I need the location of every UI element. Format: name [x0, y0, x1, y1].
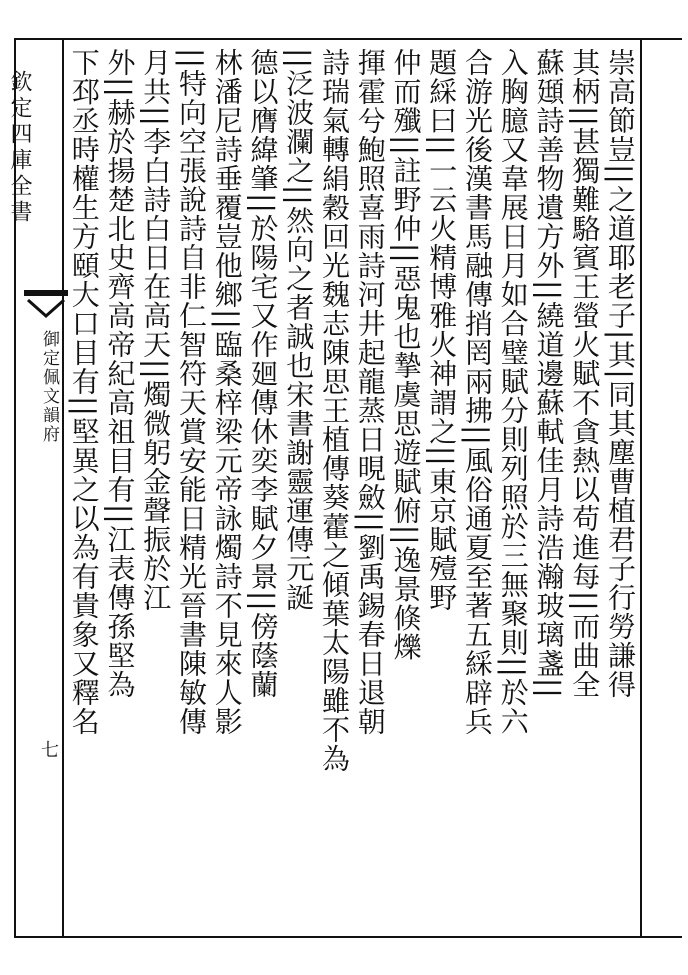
text-column-15: 外||赫於揚楚北史齊高帝紀高祖目有||江表傳孫堅為 [103, 48, 137, 699]
column-rule [138, 48, 139, 928]
fishtail-mark-icon [24, 286, 68, 320]
column-rule [209, 48, 210, 928]
text-column-16: 下邳丞時權生方頤大口目有||堅異之以為有貴象又釋名 [67, 48, 101, 736]
column-rule [388, 48, 389, 928]
column-rule [173, 48, 174, 928]
text-column-3: 蘇頲詩善物遺方外||繞道邊蘇軾佳月詩浩瀚玻璃盞|| [532, 48, 566, 699]
text-column-2: 其柄||甚獨難駱賓王螢火賦不貪熱以苟進每||而曲全 [568, 48, 602, 699]
column-rule [316, 48, 317, 928]
frame-right-line [640, 38, 642, 938]
column-rule [245, 48, 246, 928]
text-column-6: 題綵曰||一云火精博雅火神謂之||東京賦殪野 [425, 48, 459, 612]
margin-page-number: 七 [38, 740, 59, 758]
column-rule [459, 48, 460, 928]
margin-volume-title: 御定佩文韻府 [39, 330, 59, 444]
frame-bottom-line [14, 936, 682, 938]
column-rule [495, 48, 496, 928]
column-rule [424, 48, 425, 928]
text-column-1: 崇高節豈||之道耶老子|其|同其塵曹植君子行勞謙得 [604, 48, 637, 699]
frame-top-line [14, 38, 682, 40]
margin-divider-line [62, 38, 64, 938]
margin-book-title: 欽定四庫全書 [7, 70, 32, 226]
text-column-11: 德以膺緯肇||於陽宅又作廻傳休奕李賦夕景||傍蔭蘭 [246, 48, 280, 699]
text-column-5: 合游光後漢書馬融傳捎罔兩拂||風俗通夏至著五綵辟兵 [461, 48, 494, 736]
column-rule [531, 48, 532, 928]
text-column-14: 月共||李白詩白日在高天||燭微躬金聲振於江 [139, 48, 173, 612]
column-rule [102, 48, 103, 928]
text-column-12: 林潘尼詩垂覆豈他鄉||臨桑梓梁元帝詠燭詩不見來人影 [210, 48, 244, 736]
column-rule [352, 48, 353, 928]
text-column-7: 仲而殲||註野仲||惡鬼也摯虞思遊賦俯||逸景倏爍 [389, 48, 423, 662]
text-column-10: ||泛波瀾之||然向之者誠也宋書謝靈運傳元誕 [282, 48, 316, 612]
column-rule [602, 48, 603, 928]
text-column-9: 詩瑞氣轉絹穀回光魏志陳思王植傳葵藿之傾葉太陽雖不為 [318, 48, 351, 773]
text-column-8: 揮霍兮鮑照喜雨詩河井起龍蒸日晛斂||劉禹錫春日退朝 [353, 48, 387, 736]
text-column-13: ||特向空張說詩自非仁智符天賞安能日精光晉書陳敏傳 [175, 48, 208, 736]
column-rule [281, 48, 282, 928]
text-column-4: 入胸臆又韋展日月如合璧賦分則列照於三無聚則||於六 [496, 48, 530, 736]
column-rule [567, 48, 568, 928]
